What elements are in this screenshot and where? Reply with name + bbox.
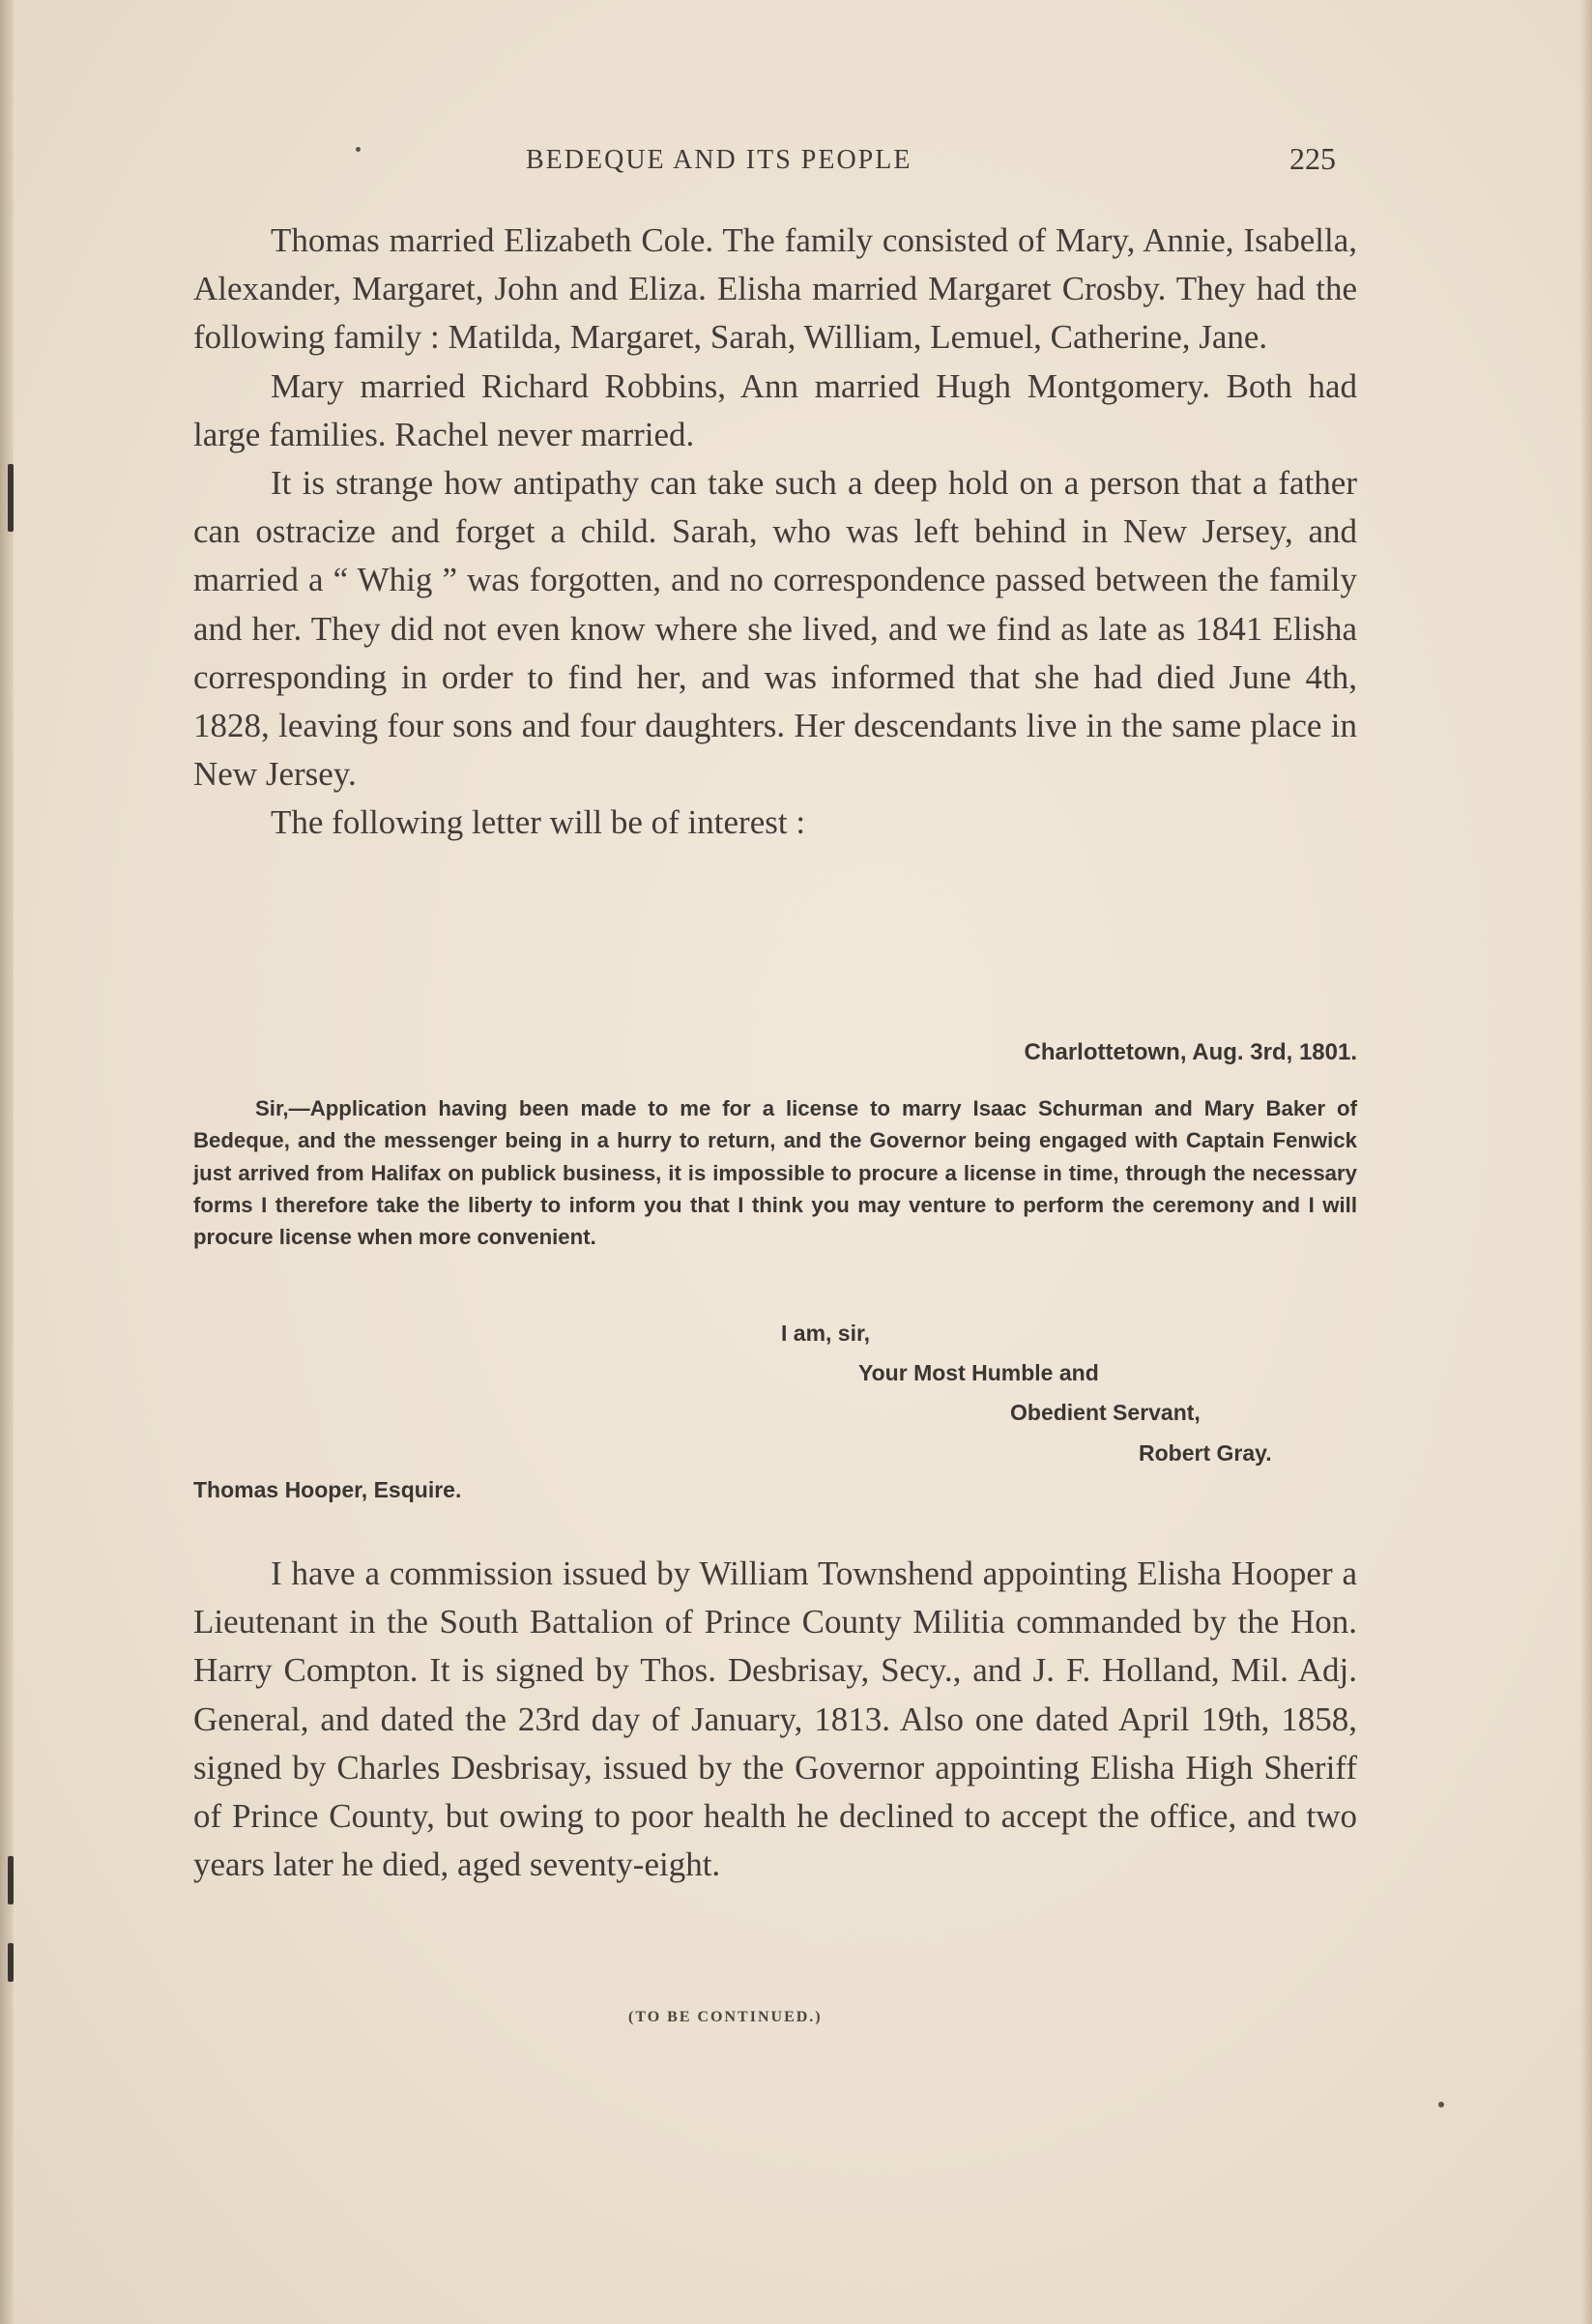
- page-edge-right: [1580, 0, 1592, 2324]
- letter-signature: Robert Gray.: [1139, 1440, 1272, 1466]
- letter-closing-humble: Your Most Humble and: [858, 1360, 1099, 1385]
- page-number: 225: [1289, 141, 1336, 176]
- paragraph-family-thomas-elisha: Thomas married Elizabeth Cole. The family consisted of Mary, Annie, Isabella, Alexander, Margaret, John and Eliza. Elisha married Margaret Crosby. They had the following family : Matilda, Margaret, Sarah, William, Lemuel, Catherine, Jane.: [193, 221, 1357, 357]
- paragraph-letter-intro: The following letter will be of interest :: [271, 803, 806, 842]
- paragraph-commission: I have a commission issued by William Townshend appointing Elisha Hooper a Lieutenant in the South Battalion of Prince County Militia commanded by the Hon. Harry Compton. It is signed by Thos. Desbrisay, Secy., and J. F. Holland, Mil. Adj. General, and dated the 23rd day of January, 1813. Also one dated April 19th, 1858, signed by Charles Desbrisay, issued by the Governor appointing Elisha High Sheriff of Prince County, but owing to poor health he declined to accept the office, and two years later he died, aged seventy-eight.: [193, 1554, 1357, 1884]
- margin-mark: [8, 464, 14, 532]
- letter-date: Charlottetown, Aug. 3rd, 1801.: [1024, 1039, 1357, 1065]
- letter-closing-greeting: I am, sir,: [781, 1321, 871, 1346]
- closing-text: [193, 1550, 1357, 1889]
- margin-mark: [8, 1943, 14, 1982]
- paper-speck: [1438, 2102, 1444, 2107]
- continued-note: (TO BE CONTINUED.): [628, 2009, 823, 2025]
- letter-addressee: Thomas Hooper, Esquire.: [193, 1477, 462, 1502]
- page-header: [193, 141, 1353, 186]
- letter-block: [193, 1092, 1357, 1253]
- letter-body: Sir,—Application having been made to me for a license to marry Isaac Schurman and Mary Baker of Bedeque, and the messenger being in a hurry to return, and the Governor being engaged with Captain Fenwick just arrived from Halifax on publick business, it is impossible to procure a license in time, through the necessary forms I therefore take the liberty to inform you that I think you may venture to perform the ceremony and I will procure license when more convenient.: [193, 1096, 1357, 1250]
- running-head: BEDEQUE AND ITS PEOPLE: [526, 145, 912, 175]
- paragraph-sarah: It is strange how antipathy can take such a deep hold on a person that a father can ostracize and forget a child. Sarah, who was left behind in New Jersey, and married a “ Whig ” was forgotten, and no correspondence passed between the family and her. They did not even know where she lived, and we find as late as 1841 Elisha corresponding in order to find her, and was informed that she had died June 4th, 1828, leaving four sons and four daughters. Her descendants live in the same place in New Jersey.: [193, 464, 1357, 794]
- letter-closing-servant: Obedient Servant,: [1010, 1400, 1201, 1425]
- margin-mark: [8, 1856, 14, 1904]
- opening-text: [193, 217, 1357, 848]
- paragraph-mary-ann-rachel: Mary married Richard Robbins, Ann married Hugh Montgomery. Both had large families. Rachel never married.: [193, 366, 1357, 453]
